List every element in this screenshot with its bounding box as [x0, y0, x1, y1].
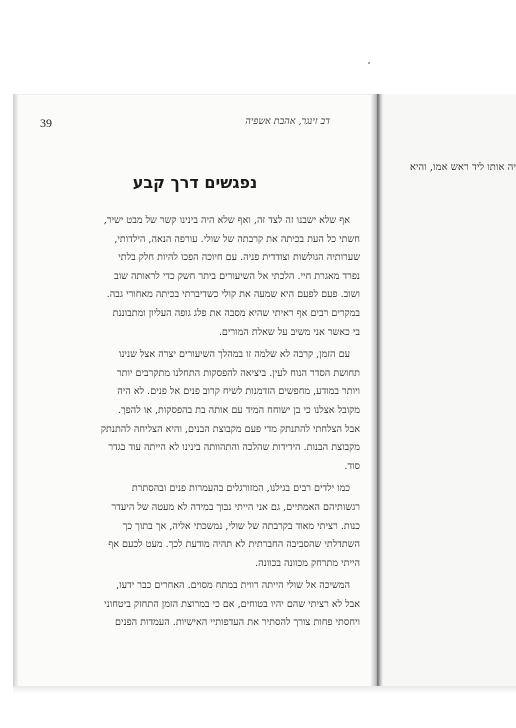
- text-line: ויותר במודע, מחפשים הזדמנות לשיח קרוב פנים אל פנים. לא היה: [117, 386, 360, 398]
- text-line: ויחסתי פחות צורך להסתיר את העדפותיי האישיות. העמדות הפנים: [114, 617, 360, 629]
- text-line: המשיכה אל שולי הייתה רווית במתח מסוים. האחרים כבר ידעו,: [116, 580, 350, 592]
- text-line: חשתי כל העת בכיתה את קרבתה של שולי. עורפה הנאה, הילדותי,: [114, 233, 360, 245]
- text-line: מקבוצת הבנות. הידידות שהלכה והתהוותה בינינו לא הייתה עוד בגדר: [108, 442, 360, 454]
- text-line: הייתי מתרחק מכוונה בכוונה.: [255, 557, 360, 569]
- right-page: [377, 94, 516, 691]
- running-title: דב זינגר, אהבת אשפיה: [245, 116, 330, 127]
- bottom-shadow: [13, 686, 516, 694]
- body-text: [30, 212, 360, 682]
- text-line: במקרים רבים אף ראיתי שהיא מסבה את פלג גופה העליון ומתבוננת: [112, 307, 360, 319]
- text-line: אבל לא רציתי שהם יהיו בטוחים, אם כי במרוצת הזמן התחזק ביטחוני: [104, 598, 360, 610]
- text-line: נפרד מאגרת חיי. הלכתי אל השיעורים ביתר חשק כדי לראותה שוב: [114, 270, 360, 282]
- text-line: כנות. רציתי מאוד בקרבתה של שולי, נמשכתי אליה, אך בתוך כך: [122, 520, 360, 532]
- text-line: אף שלא ישבנו זה לצד זה, ואף שלא היה בינינו קשר של מבט ישיר,: [103, 215, 350, 226]
- book-gutter: [371, 94, 383, 691]
- text-line: ושוב. פעם לפעם היא שמעה את קולי כשדיברתי בכיתה מאחורי גבה.: [106, 289, 360, 301]
- paragraph: [30, 577, 360, 633]
- paragraph: [30, 212, 360, 342]
- text-line: רגשותיהם האמתיים, גם אני הייתי נבוך במידה לא מעטה של היעדר: [111, 501, 360, 513]
- text-line: אבל הצלחתי להתנתק מדי פעם מקבוצת הבנים, והיא הצליחה להתנתק: [100, 423, 360, 435]
- text-line: מקובל אצלנו כי בן ישוחח המיד עם אותה בת בהפסקות, או להפך.: [117, 404, 360, 416]
- left-page-edge: [13, 94, 18, 691]
- running-head: [40, 116, 330, 134]
- paragraph: [30, 480, 360, 573]
- right-page-line: יה אותו ליד ראש אמו, והיא: [409, 162, 516, 173]
- text-line: כמו ילדים רבים בגילנו, המזורגלים בהעמרות פנים ובהסתרת: [131, 483, 350, 495]
- text-line: בי כאשר אני משיב על שאלת המורים.: [218, 326, 360, 338]
- dust-speck: [368, 62, 370, 64]
- chapter-title: נפגשים דרך קבע: [132, 173, 258, 192]
- text-line: תחושת הסדר הנוח לעין. ביציאה להפסקות התחלנו מתקרבים יותר: [116, 367, 360, 379]
- paragraph: [30, 346, 360, 476]
- page-number: 39: [40, 116, 52, 130]
- text-line: השתדלתי שהסביבה החברתית לא תהיה מודעת לכך. מעט לכעם אף: [108, 539, 360, 551]
- text-line: שערותיה הגולשות וצודדית פניה. עם חיוכה הפכו להיות חלק בלתי: [118, 252, 360, 264]
- text-line: סוד.: [344, 460, 360, 472]
- text-line: עם הזמן, קרבה לא שלמה זו במהלך השיעורים יצרה אצל שנינו: [118, 349, 350, 361]
